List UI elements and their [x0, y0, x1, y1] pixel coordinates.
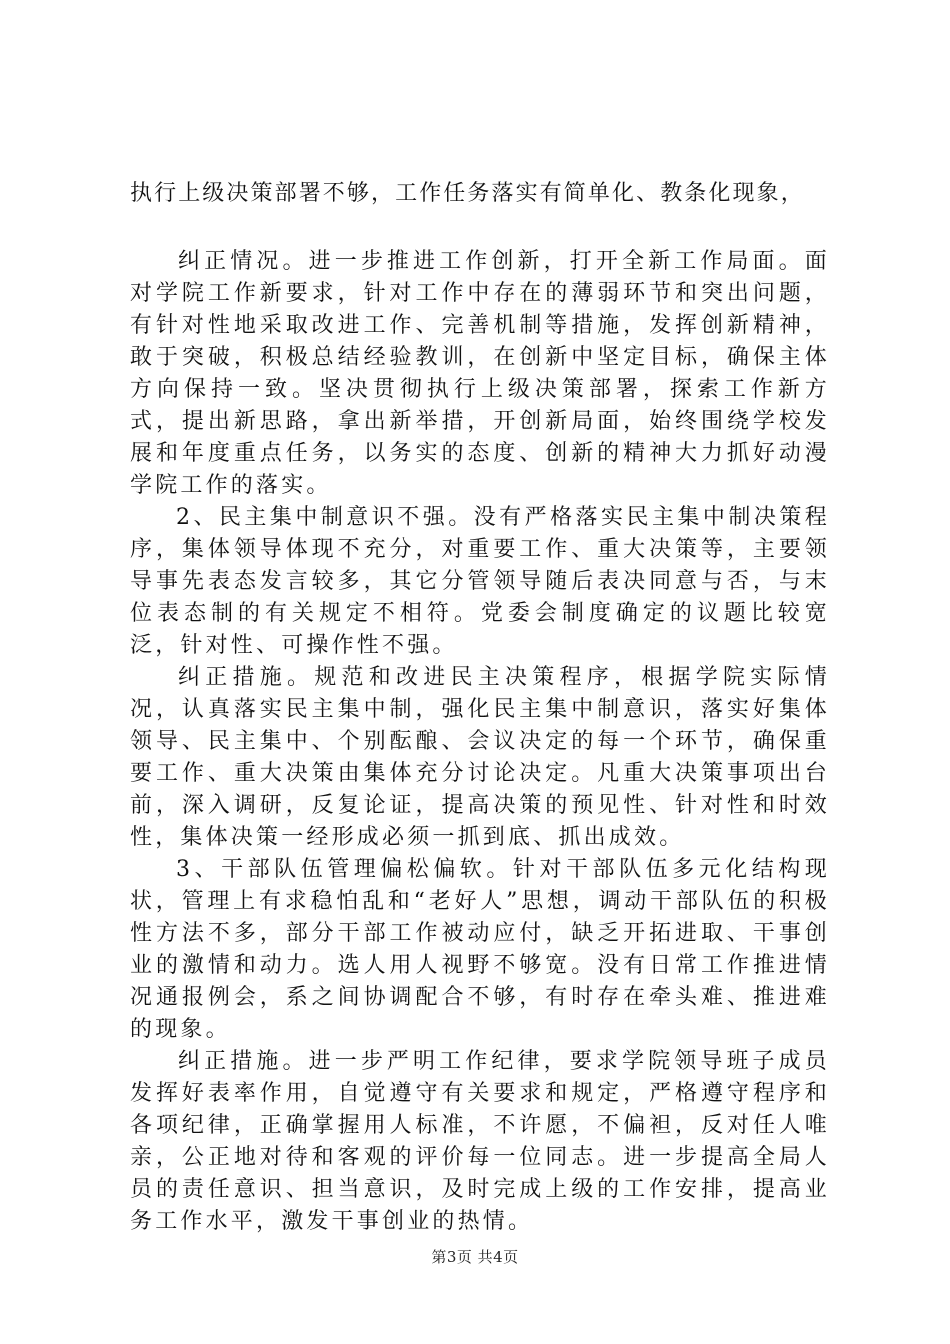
paragraph-issue-democratic-centralism: 2、民主集中制意识不强。没有严格落实民主集中制决策程序，集体领导体现不充分，对重要工作、重大决策等，主要领导事先表态发言较多，其它分管领导随后表决同意与否，与末位表态制的有关规定不相符。党委会制度确定的议题比较宽泛，针对性、可操作性不强。 — [130, 505, 830, 658]
paragraph-correction-decision-procedure: 纠正措施。规范和改进民主决策程序，根据学院实际情况，认真落实民主集中制，强化民主集中制意识，落实好集体领导、民主集中、个别酝酿、会议决定的每一个环节，确保重要工作、重大决策由集体充分讨论决定。凡重大决策事项出台前，深入调研，反复论证，提高决策的预见性、针对性和时效性，集体决策一经形成必须一抓到底、抓出成效。 — [130, 665, 830, 850]
continued-text-line: 执行上级决策部署不够，工作任务落实有简单化、教条化现象， — [130, 181, 805, 206]
paragraph-issue-cadre-management: 3、干部队伍管理偏松偏软。针对干部队伍多元化结构现状，管理上有求稳怕乱和“老好人”思想，调动干部队伍的积极性方法不多，部分干部工作被动应付，缺乏开拓进取、干事创业的激情和动力。选人用人视野不够宽。没有日常工作推进情况通报例会，系之间协调配合不够，有时存在牵头难、推进难的现象。 — [130, 857, 830, 1042]
page-number-footer: 第3页 共4页 — [431, 1248, 519, 1266]
paragraph-correction-innovation: 纠正情况。进一步推进工作创新，打开全新工作局面。面对学院工作新要求，针对工作中存在的薄弱环节和突出问题，有针对性地采取改进工作、完善机制等措施，发挥创新精神，敢于突破，积极总结经验教训，在创新中坚定目标，确保主体方向保持一致。坚决贯彻执行上级决策部署，探索工作新方式，提出新思路，拿出新举措，开创新局面，始终围绕学校发展和年度重点任务，以务实的态度、创新的精神大力抓好动漫学院工作的落实。 — [130, 249, 830, 498]
document-body — [130, 246, 830, 1238]
paragraph-correction-discipline: 纠正措施。进一步严明工作纪律，要求学院领导班子成员发挥好表率作用，自觉遵守有关要求和规定，严格遵守程序和各项纪律，正确掌握用人标准，不许愿，不偏袒，反对任人唯亲，公正地对待和客观的评价每一位同志。进一步提高全局人员的责任意识、担当意识，及时完成上级的工作安排，提高业务工作水平，激发干事创业的热情。 — [130, 1049, 830, 1234]
